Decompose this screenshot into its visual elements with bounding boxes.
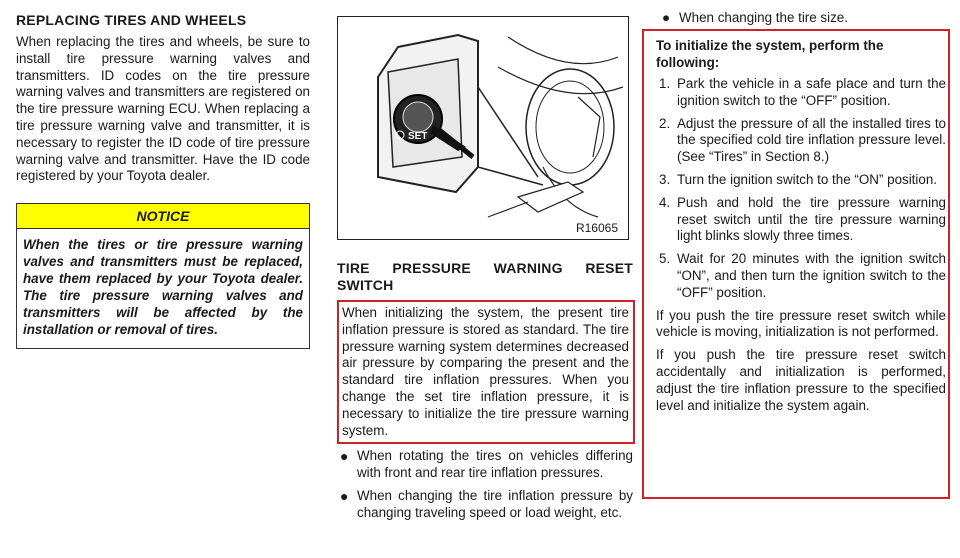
list-item: ● When changing the tire size. [662,10,848,25]
step-3: 3. Turn the ignition switch to the “ON” position. [659,171,937,187]
figure-id: R16065 [575,221,618,235]
right-column [642,10,960,499]
list-item: ● When rotating the tires on vehicles differing with front and rear tire inflation pressures. [340,448,633,481]
notice-body: When the tires or tire pressure warning valves and transmitters must be replaced, have them replaced by your Toyota dealer. The tire pressure warning valves and transmitters will be affected by the installation or removal of tires. [23,237,303,338]
middle-column [337,16,633,528]
reinitialize-cases-list [337,448,633,521]
set-button-label: SET [408,131,428,142]
section-heading-replacing-tires: REPLACING TIRES AND WHEELS [16,12,247,28]
dashboard-illustration [338,17,628,239]
step-2: 2. Adjust the pressure of all the installed tires to the specified cold tire inflation pressure level. (See “Tires” in Section 8.) [659,115,946,165]
note-accidental-reset: If you push the tire pressure reset switch accidentally and initialization is performed, adjust the tire inflation pressure to the specified level and initialize the system again. [656,347,946,413]
note-moving-vehicle: If you push the tire pressure reset switch while vehicle is moving, initialization is not performed. [656,307,946,340]
initialization-procedure-box [642,29,950,499]
list-item: ● When changing the tire inflation pressure by changing traveling speed or load weight, etc. [340,487,633,520]
highlighted-explanation-box: When initializing the system, the present tire inflation pressure is stored as standard. The tire pressure warning system determines decreased air pressure by comparing the present and the standard tire inflation pressures. When you change the set tire inflation pressure, it is necessary to initialize the tire pressure warning system. [337,300,635,444]
procedure-intro: To initialize the system, perform the following: [656,38,884,70]
section-heading-reset-switch: TIRE PRESSURE WARNING RESET SWITCH [337,260,633,293]
reset-switch-figure [337,16,629,240]
left-column [16,12,310,349]
notice-title: NOTICE [17,204,309,229]
replacing-tires-paragraph: When replacing the tires and wheels, be sure to install tire pressure warning valves and transmitters. ID codes on the tire pressure warning valves and transmitters are registered on the tire pressure warning ECU. When replacing a tire pressure warning valve and transmitter, it is necessary to register the ID code of tire pressure warning valve and transmitter. Have the ID code registered by your Toyota dealer. [16,34,310,184]
notice-box [16,203,310,349]
step-5: 5. Wait for 20 minutes with the ignition switch “ON”, and then turn the ignition switch to the “OFF” position. [659,251,946,300]
step-4: 4. Push and hold the tire pressure warning reset switch until the tire pressure warning light blinks slowly three times. [659,194,946,244]
step-1: 1. Park the vehicle in a safe place and turn the ignition switch to the “OFF” position. [659,76,946,108]
procedure-steps [656,76,946,302]
